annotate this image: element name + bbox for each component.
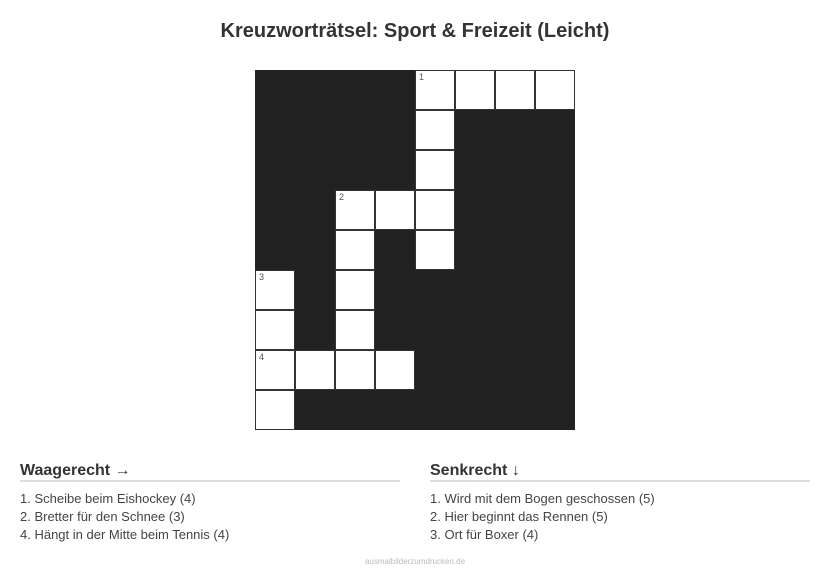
black-cell	[455, 390, 495, 430]
black-cell	[295, 390, 335, 430]
black-cell	[295, 70, 335, 110]
black-cell	[535, 110, 575, 150]
footer-watermark: ausmalbilderzumdrucken.de	[364, 557, 466, 566]
crossword-grid	[255, 70, 575, 430]
down-heading: Senkrecht ↓	[430, 461, 810, 482]
down-clues-section	[430, 461, 810, 544]
black-cell	[255, 190, 295, 230]
puzzle-title: Kreuzworträtsel: Sport & Freizeit (Leicht)	[220, 20, 610, 42]
grid-cell[interactable]	[335, 270, 375, 310]
black-cell	[335, 110, 375, 150]
black-cell	[495, 310, 535, 350]
black-cell	[495, 110, 535, 150]
black-cell	[535, 270, 575, 310]
black-cell	[295, 110, 335, 150]
black-cell	[535, 310, 575, 350]
grid-cell[interactable]	[255, 350, 295, 390]
black-cell	[495, 190, 535, 230]
grid-cell[interactable]	[335, 230, 375, 270]
black-cell	[535, 230, 575, 270]
grid-cell[interactable]	[295, 350, 335, 390]
black-cell	[295, 150, 335, 190]
black-cell	[375, 310, 415, 350]
black-cell	[495, 390, 535, 430]
black-cell	[495, 230, 535, 270]
across-clue: 2. Bretter für den Schnee (3)	[20, 509, 185, 524]
black-cell	[255, 150, 295, 190]
across-heading: Waagerecht →	[20, 461, 400, 482]
black-cell	[455, 310, 495, 350]
grid-cell[interactable]	[415, 110, 455, 150]
clue-number: 2	[339, 192, 345, 202]
black-cell	[295, 230, 335, 270]
across-clue-list	[20, 490, 400, 544]
black-cell	[455, 150, 495, 190]
down-clue-list	[430, 490, 810, 544]
black-cell	[295, 270, 335, 310]
black-cell	[415, 270, 455, 310]
across-clue: 1. Scheibe beim Eishockey (4)	[20, 491, 196, 506]
grid-cell[interactable]	[415, 230, 455, 270]
grid-cell[interactable]	[255, 390, 295, 430]
grid-cell[interactable]	[255, 310, 295, 350]
black-cell	[295, 310, 335, 350]
clue-number: 4	[259, 352, 265, 362]
black-cell	[375, 150, 415, 190]
black-cell	[295, 190, 335, 230]
grid-cell[interactable]	[335, 350, 375, 390]
black-cell	[375, 110, 415, 150]
grid-cell[interactable]	[335, 310, 375, 350]
down-clue: 1. Wird mit dem Bogen geschossen (5)	[430, 491, 655, 506]
black-cell	[335, 390, 375, 430]
black-cell	[495, 350, 535, 390]
clue-number: 1	[419, 72, 425, 82]
black-cell	[535, 150, 575, 190]
grid-cell[interactable]	[495, 70, 535, 110]
grid-cell[interactable]	[415, 150, 455, 190]
black-cell	[455, 110, 495, 150]
black-cell	[375, 390, 415, 430]
black-cell	[415, 310, 455, 350]
black-cell	[455, 350, 495, 390]
black-cell	[415, 350, 455, 390]
grid-cell[interactable]	[415, 190, 455, 230]
down-clue: 3. Ort für Boxer (4)	[430, 527, 539, 542]
black-cell	[255, 230, 295, 270]
grid-cell[interactable]	[335, 190, 375, 230]
black-cell	[455, 190, 495, 230]
grid-cell[interactable]	[455, 70, 495, 110]
black-cell	[375, 270, 415, 310]
black-cell	[255, 110, 295, 150]
black-cell	[535, 350, 575, 390]
black-cell	[455, 230, 495, 270]
black-cell	[255, 70, 295, 110]
grid-cell[interactable]	[255, 270, 295, 310]
black-cell	[375, 70, 415, 110]
black-cell	[335, 70, 375, 110]
black-cell	[375, 230, 415, 270]
black-cell	[455, 270, 495, 310]
grid-cell[interactable]	[535, 70, 575, 110]
down-clue: 2. Hier beginnt das Rennen (5)	[430, 509, 608, 524]
across-clues-section	[20, 461, 400, 544]
black-cell	[335, 150, 375, 190]
clue-number: 3	[259, 272, 265, 282]
black-cell	[495, 150, 535, 190]
black-cell	[415, 390, 455, 430]
black-cell	[535, 390, 575, 430]
grid-cell[interactable]	[375, 350, 415, 390]
grid-cell[interactable]	[415, 70, 455, 110]
black-cell	[535, 190, 575, 230]
black-cell	[495, 270, 535, 310]
grid-cell[interactable]	[375, 190, 415, 230]
across-clue: 4. Hängt in der Mitte beim Tennis (4)	[20, 527, 230, 542]
